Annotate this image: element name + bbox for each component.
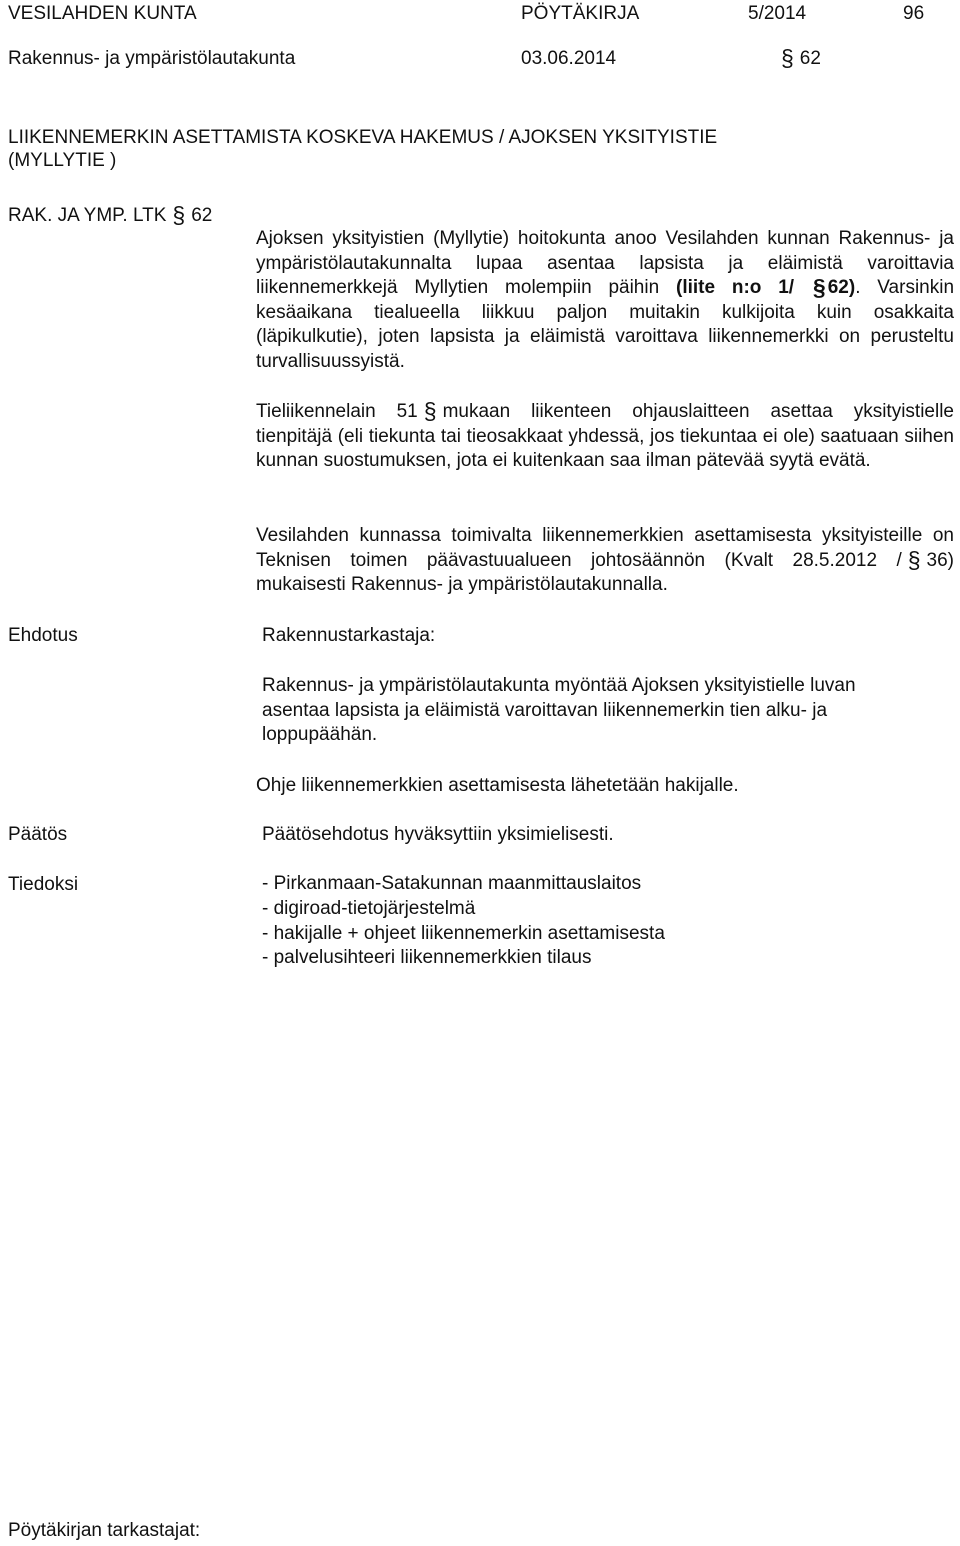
- proposal-note: Ohje liikennemerkkien asettamisesta lähetetään hakijalle.: [256, 775, 739, 796]
- committee-reference: [8, 204, 212, 228]
- paragraph-3-text-a: Vesilahden kunnassa toimivalta liikennemerkkien asettamisesta yksityisteille on Teknisen toimen päävastuualueen johtosäännön (Kvalt 28.5.2012 /: [256, 525, 954, 571]
- attachment-section-symbol: §: [812, 274, 826, 301]
- paragraph-3-text-b: 36) mukaisesti Rakennus- ja ympäristölautakunnalla.: [256, 549, 954, 596]
- meeting-date: 03.06.2014: [521, 48, 617, 69]
- list-item: - Pirkanmaan-Satakunnan maanmittauslaitos: [262, 873, 642, 894]
- agenda-title-line1: LIIKENNEMERKIN ASETTAMISTA KOSKEVA HAKEMUS / AJOKSEN YKSITYISTIE: [8, 127, 718, 148]
- body-paragraph-2: [256, 400, 954, 474]
- paragraph-2-text-b: mukaan liikenteen ohjauslaitteen asettaa yksityistielle tienpitäjä (eli tiekunta tai tieosakkaat yhdessä, jos tiekuntaa ei ole) saatuaan siihen kunnan suostumuksen, jota ei kuitenkaan saa ilman pätevää syytä evätä.: [256, 401, 955, 472]
- proposal-presenter: Rakennustarkastaja:: [262, 625, 436, 646]
- info-label: Tiedoksi: [8, 874, 79, 895]
- paragraph-1-text: Ajoksen yksityistien (Myllytie) hoitokunta anoo Vesilahden kunnan Rakennus- ja ympäristölautakunnalta lupaa asentaa lapsista ja eläimistä varoittavia liikennemerkkejä Myllytien molempiin päihin: [256, 228, 954, 299]
- paragraph-1-rest: . Varsinkin kesäaikana tiealueella liikkuu paljon muitakin kulkijoita kuin osakkaita (läpikulkutie), joten lapsista ja eläimistä varoittava liikennemerkki on perusteltu turvallisuussyistä.: [256, 277, 955, 372]
- section-number-value: 62: [799, 48, 821, 69]
- body-paragraph-1: [256, 227, 954, 375]
- attachment-number: 62: [827, 277, 849, 299]
- page-number: 96: [903, 3, 925, 24]
- document-type: PÖYTÄKIRJA: [521, 3, 640, 24]
- committee-name: Rakennus- ja ympäristölautakunta: [8, 48, 296, 69]
- list-item: - digiroad-tietojärjestelmä: [262, 897, 476, 919]
- decision-label: Päätös: [8, 824, 68, 845]
- attachment-label: (liite n:o 1/: [676, 277, 795, 299]
- paragraph-2-section-symbol: §: [423, 398, 437, 424]
- attachment-reference: [676, 274, 849, 301]
- municipality-name: VESILAHDEN KUNTA: [8, 3, 197, 24]
- info-recipient-list: [262, 872, 665, 971]
- section-symbol: §: [781, 45, 794, 71]
- agenda-title-line2: (MYLLYTIE ): [8, 150, 117, 171]
- document-number: 5/2014: [748, 3, 807, 24]
- reference-section-symbol: §: [172, 202, 186, 228]
- reference-number: 62: [191, 205, 213, 226]
- proposal-text: Rakennus- ja ympäristölautakunta myöntää Ajoksen yksityistielle luvan asentaa lapsista ja eläimistä varoittavan liikennemerkin tien alku- ja loppupäähän.: [262, 675, 856, 746]
- body-paragraph-3: [256, 524, 954, 598]
- decision-text: Päätösehdotus hyväksyttiin yksimielisesti.: [262, 824, 614, 845]
- paragraph-3-section-symbol: §: [907, 546, 921, 573]
- proposal-label: Ehdotus: [8, 625, 78, 646]
- reference-text: RAK. JA YMP. LTK: [8, 205, 167, 226]
- list-item: - palvelusihteeri liikennemerkkien tilaus: [262, 947, 592, 969]
- minutes-checkers-label: Pöytäkirjan tarkastajat:: [8, 1520, 201, 1541]
- attachment-close: ): [848, 277, 856, 299]
- paragraph-2-text-a: Tieliikennelain 51: [256, 401, 418, 422]
- section-number: [775, 47, 821, 71]
- list-item: - hakijalle + ohjeet liikennemerkin asettamisesta: [262, 922, 665, 944]
